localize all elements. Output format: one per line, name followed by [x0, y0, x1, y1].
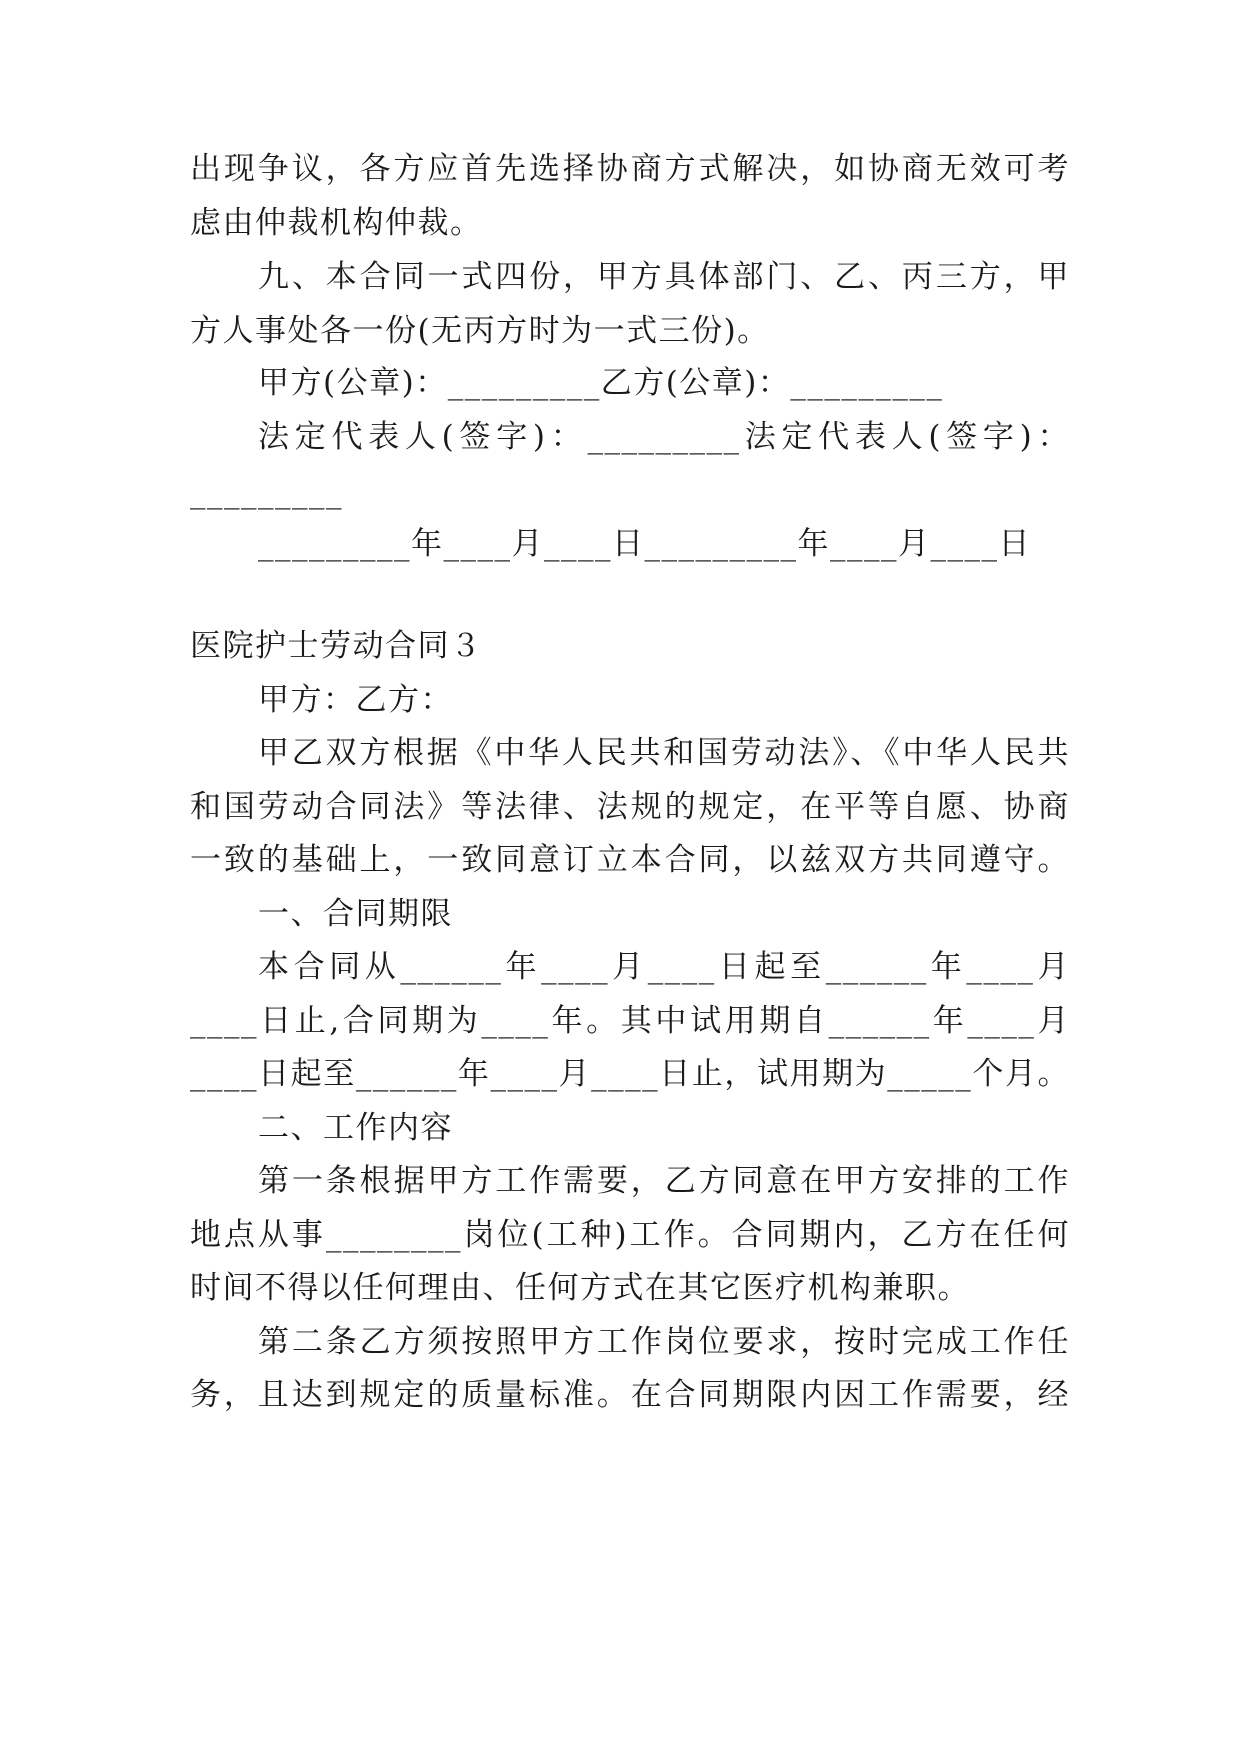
text-line: 一致的基础上，一致同意订立本合同，以兹双方共同遵守。 — [190, 842, 1070, 878]
clause-heading: 二、工作内容 — [258, 1110, 453, 1146]
text-line: 时间不得以任何理由、任何方式在其它医疗机构兼职。 — [190, 1270, 970, 1306]
signature-blank: _________ — [190, 474, 343, 510]
signature-line-representative: 法定代表人(签字)：_________法定代表人(签字)： — [258, 419, 1070, 455]
text-line: ____日起至______年____月____日止，试用期为_____个月。 — [190, 1056, 1070, 1092]
text-line: 九、本合同一式四份，甲方具体部门、乙、丙三方，甲 — [258, 259, 1070, 295]
text-line: 出现争议，各方应首先选择协商方式解决，如协商无效可考 — [190, 151, 1070, 187]
text-line: ____日止,合同期为____年。其中试用期自______年____月 — [190, 1003, 1070, 1039]
text-line: 虑由仲裁机构仲裁。 — [190, 205, 483, 241]
text-line: 和国劳动合同法》等法律、法规的规定，在平等自愿、协商 — [190, 789, 1070, 825]
text-line: 务，且达到规定的质量标准。在合同期限内因工作需要，经 — [190, 1377, 1070, 1413]
text-line: 甲方：乙方： — [258, 682, 453, 718]
text-line: 甲乙双方根据《中华人民共和国劳动法》、《中华人民共 — [258, 735, 1070, 771]
section-title: 医院护士劳动合同３ — [190, 628, 483, 664]
text-line: 本合同从______年____月____日起至______年____月 — [258, 949, 1070, 985]
clause-heading: 一、合同期限 — [258, 896, 453, 932]
date-line: _________年____月____日_________年____月____日 — [258, 526, 1031, 562]
text-line: 第一条根据甲方工作需要，乙方同意在甲方安排的工作 — [258, 1163, 1070, 1199]
signature-line-seal: 甲方(公章)：_________乙方(公章)：_________ — [258, 365, 944, 401]
text-line: 第二条乙方须按照甲方工作岗位要求，按时完成工作任 — [258, 1324, 1070, 1360]
text-line: 方人事处各一份(无丙方时为一式三份)。 — [190, 313, 770, 349]
text-line: 地点从事________岗位(工种)工作。合同期内，乙方在任何 — [190, 1217, 1070, 1253]
